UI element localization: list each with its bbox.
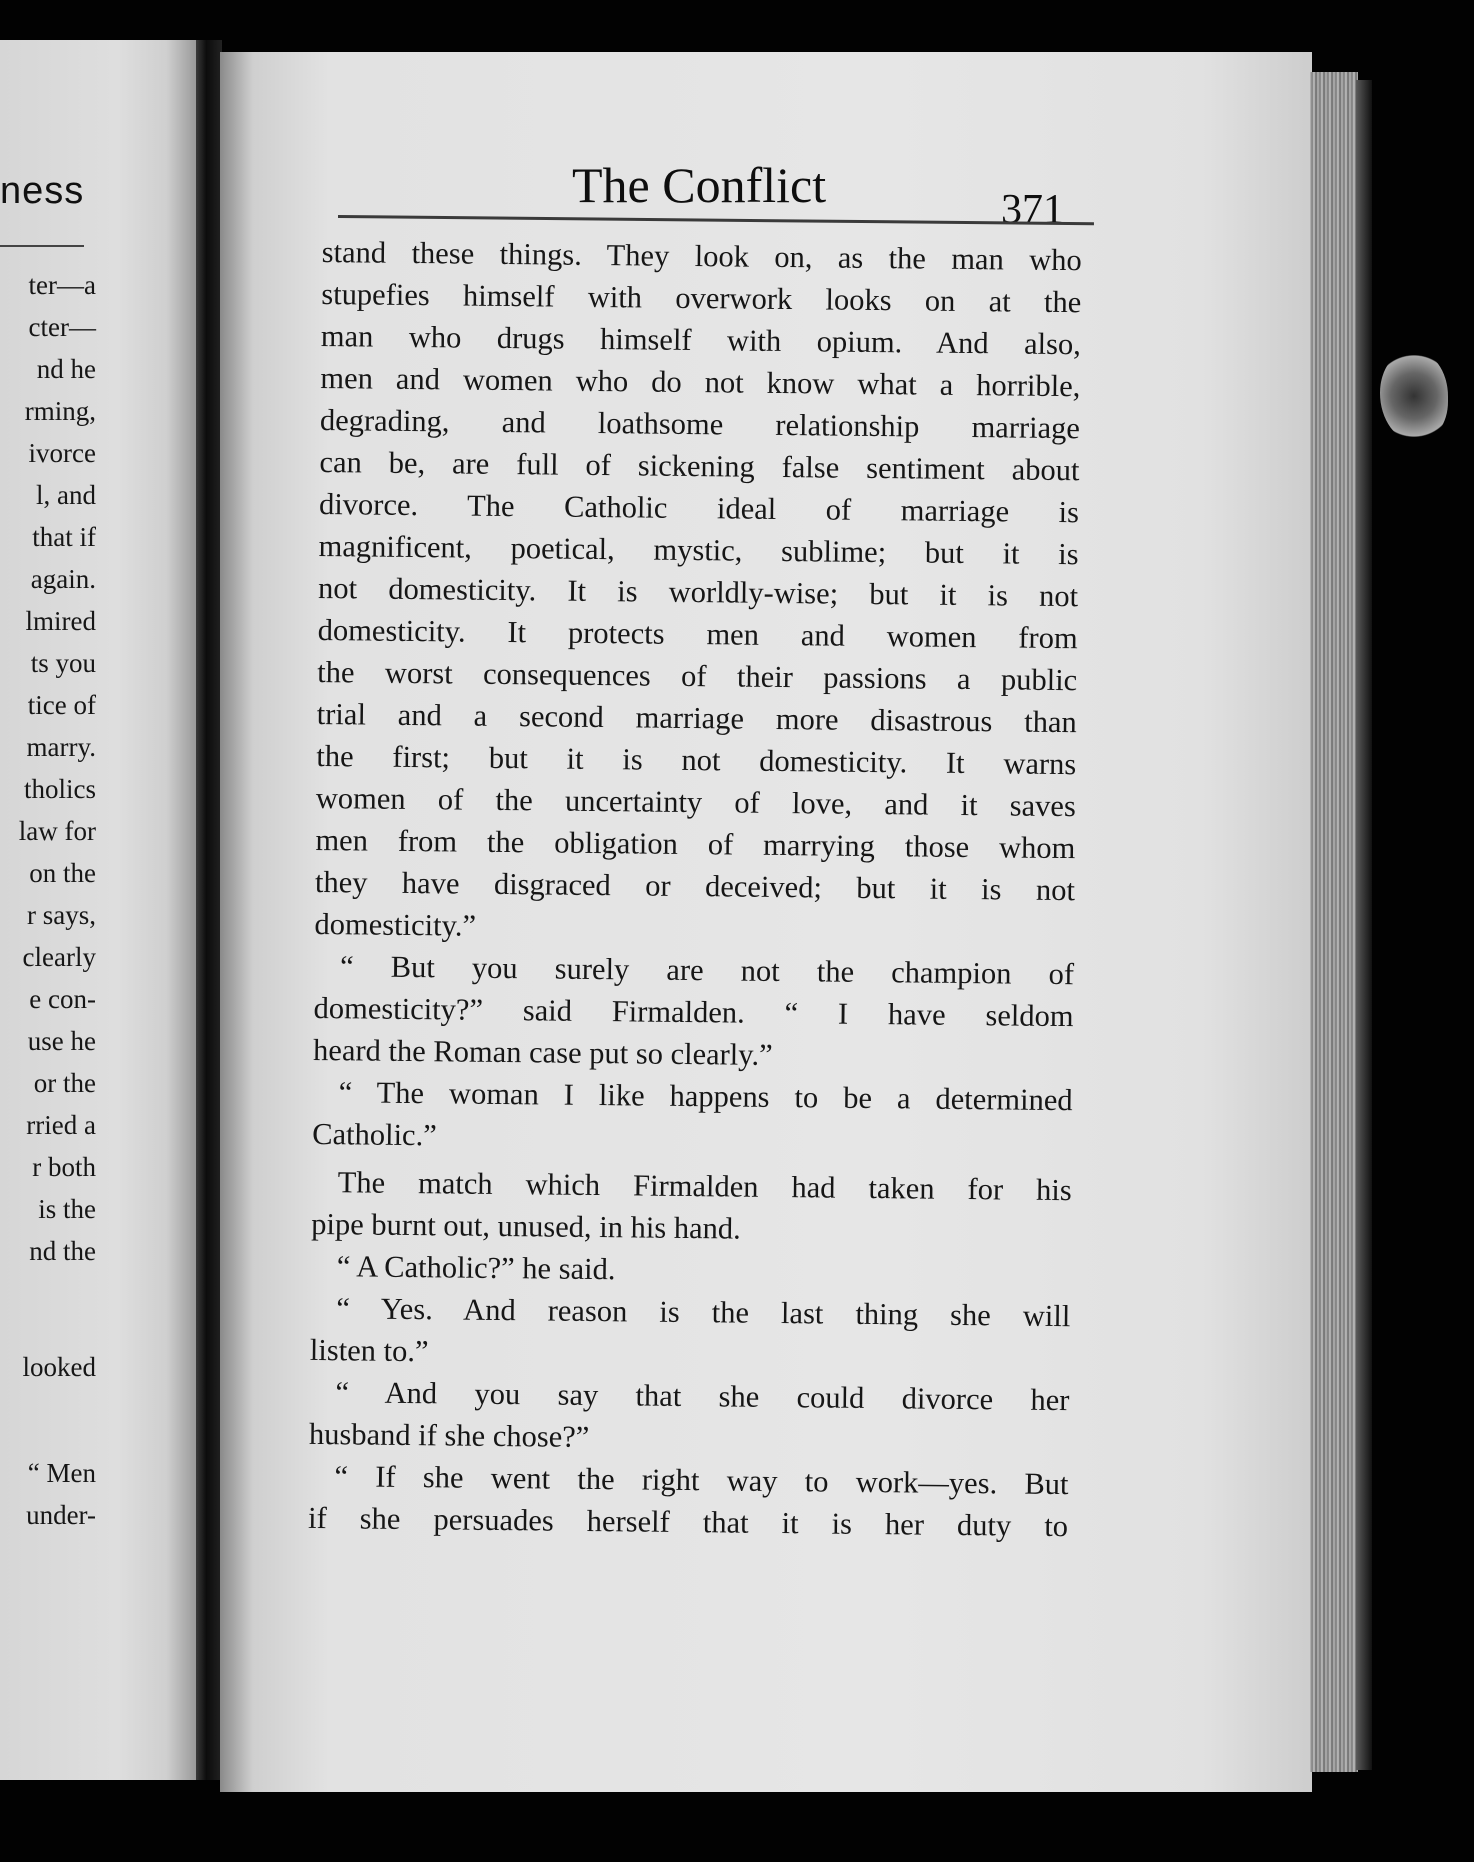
text-line: stand these things. They look on, as the man who (321, 234, 1082, 278)
text-line: “ But you surely are not the champion of (339, 949, 1075, 992)
left-line: ter—a (28, 270, 96, 300)
left-line: rming, (24, 396, 96, 426)
text-line: domesticity?” said Firmalden. “ I have seldom (313, 990, 1074, 1034)
left-line: marry. (26, 732, 96, 762)
text-line: man who drugs himself with opium. And also, (320, 318, 1082, 362)
page-edges (1310, 72, 1358, 1772)
text-line: husband if she chose?” (308, 1416, 590, 1454)
page-edge-shadow (1356, 80, 1372, 1770)
text-line: the worst consequences of their passions a public (317, 654, 1078, 698)
text-line: trial and a second marriage more disastrous than (316, 696, 1077, 740)
text-line: if she persuades herself that it is her duty to (307, 1500, 1069, 1544)
left-line: again. (30, 564, 96, 594)
left-line: law for (18, 816, 96, 846)
left-header-rule (0, 245, 84, 247)
text-line: degrading, and loathsome relationship marriage (319, 402, 1081, 446)
text-line: “ And you say that she could divorce her (335, 1375, 1070, 1418)
left-line: nd the (29, 1236, 96, 1266)
left-line: nd he (36, 354, 96, 384)
running-head: The Conflict (572, 157, 827, 213)
text-line: men from the obligation of marrying those whom (315, 822, 1076, 866)
left-line: tholics (24, 774, 96, 804)
left-line: r both (32, 1152, 96, 1182)
left-line: is the (38, 1194, 96, 1224)
left-line: e con- (29, 984, 96, 1014)
left-line: clearly (22, 942, 96, 972)
left-line: lmired (25, 606, 96, 636)
left-running-head: ness (0, 170, 85, 212)
left-page (0, 40, 196, 1780)
left-line: or the (33, 1068, 96, 1098)
left-line: cter— (28, 312, 96, 342)
text-line: men and women who do not know what a horrible, (320, 360, 1081, 404)
text-line: heard the Roman case put so clearly.” (312, 1032, 773, 1072)
left-line: tice of (27, 690, 96, 720)
left-line: that if (32, 522, 96, 552)
text-line: can be, are full of sickening false sentiment about (319, 444, 1080, 488)
text-line: domesticity.” (314, 906, 477, 943)
left-line: “ Men (27, 1458, 96, 1488)
left-line: rried a (26, 1110, 96, 1140)
text-line: divorce. The Catholic ideal of marriage is (318, 486, 1080, 530)
text-line: domesticity. It protects men and women from (317, 612, 1078, 656)
ink-blot (1380, 350, 1448, 442)
text-line: women of the uncertainty of love, and it saves (315, 780, 1077, 824)
text-line: The match which Firmalden had taken for his (337, 1165, 1072, 1208)
text-line: “ A Catholic?” he said. (336, 1249, 616, 1287)
text-line: stupefies himself with overwork looks on at the (321, 276, 1082, 320)
text-line: Catholic.” (312, 1116, 437, 1153)
left-line: ivorce (28, 438, 96, 468)
left-line: on the (29, 858, 96, 888)
left-line: under- (26, 1500, 96, 1530)
page-number: 371 (1001, 187, 1064, 233)
text-line: listen to.” (309, 1332, 429, 1369)
left-line: l, and (36, 480, 96, 510)
left-line: use he (27, 1026, 96, 1056)
text-line: not domesticity. It is worldly-wise; but it is not (317, 570, 1079, 614)
text-line: magnificent, poetical, mystic, sublime; but it is (318, 528, 1079, 572)
left-line: looked (22, 1352, 96, 1382)
left-line: ts you (30, 648, 96, 678)
text-line: pipe burnt out, unused, in his hand. (311, 1206, 741, 1246)
book-gutter (196, 40, 222, 1780)
text-line: the first; but it is not domesticity. It warns (316, 738, 1077, 782)
text-line: “ Yes. And reason is the last thing she will (336, 1291, 1071, 1334)
left-line: r says, (27, 900, 96, 930)
text-line: “ The woman I like happens to be a determined (338, 1075, 1073, 1118)
text-line: they have disgraced or deceived; but it is not (314, 864, 1076, 908)
text-line: “ If she went the right way to work—yes. But (334, 1459, 1069, 1502)
